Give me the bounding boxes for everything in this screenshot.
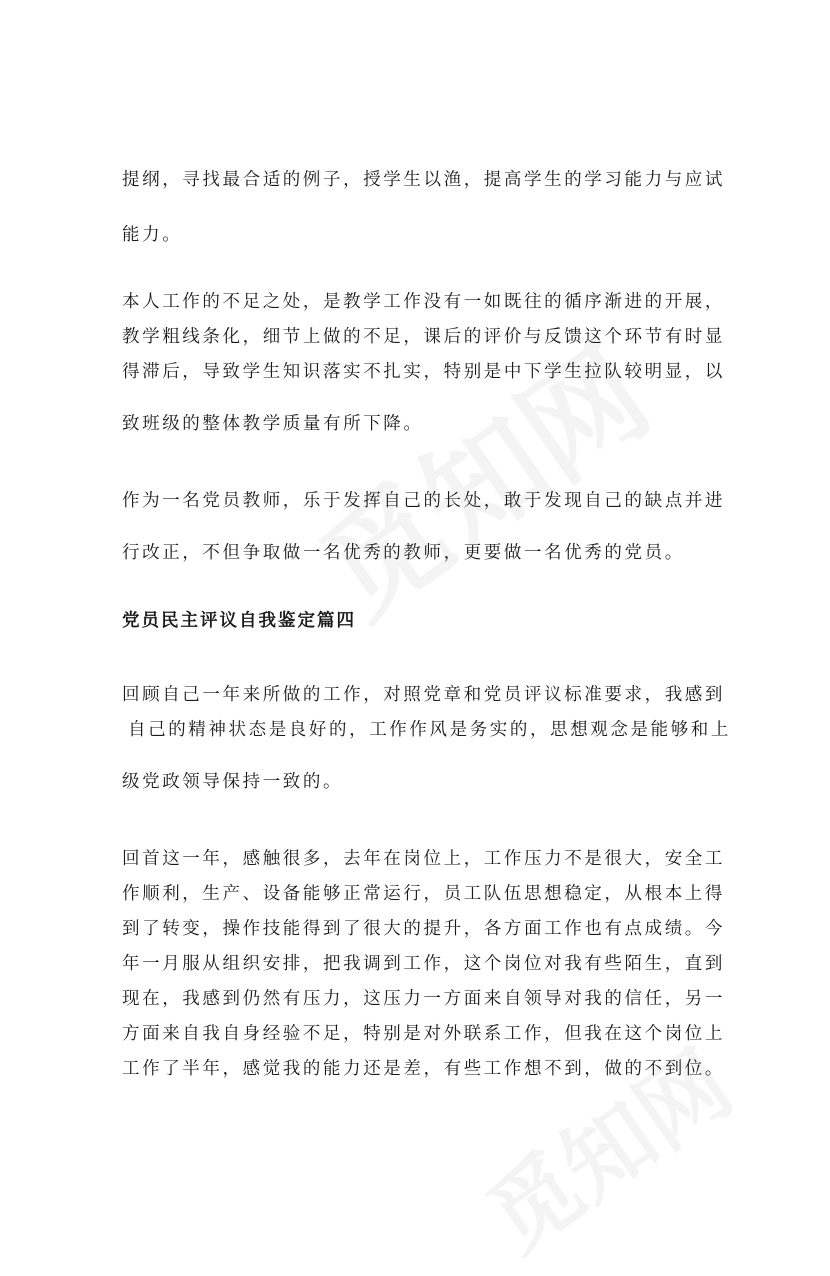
paragraph-line: 年一月服从组织安排，把我调到工作，这个岗位对我有些陌生，直到 xyxy=(122,954,725,974)
watermark xyxy=(283,302,677,649)
section-heading: 党员民主评议自我鉴定篇四 xyxy=(122,611,356,631)
paragraph-line: 作顺利，生产、设备能够正常运行，员工队伍思想稳定，从根本上得 xyxy=(122,884,725,904)
paragraph-line: 得滞后，导致学生知识落实不扎实，特别是中下学生拉队较明显，以 xyxy=(122,362,725,382)
paragraph-line: 本人工作的不足之处，是教学工作没有一如既往的循序渐进的开展， xyxy=(122,292,725,312)
paragraph-line: 作为一名党员教师，乐于发挥自己的长处，敢于发现自己的缺点并进 xyxy=(122,491,725,511)
paragraph-line: 能力。 xyxy=(122,225,183,245)
paragraph-line: 级党政领导保持一致的。 xyxy=(122,772,344,792)
paragraph-line: 到了转变，操作技能得到了很大的提升，各方面工作也有点成绩。今 xyxy=(122,919,725,939)
paragraph-line: 行改正，不但争取做一名优秀的教师，更要做一名优秀的党员。 xyxy=(122,543,685,563)
paragraph-line: 工作了半年，感觉我的能力还是差，有些工作想不到，做的不到位。 xyxy=(122,1059,725,1079)
paragraph-line: 回首这一年，感触很多，去年在岗位上，工作压力不是很大，安全工 xyxy=(122,849,725,869)
paragraph-line: 回顾自己一年来所做的工作，对照党章和党员评议标准要求，我感到 xyxy=(122,685,725,705)
paragraph-line: 方面来自我自身经验不足，特别是对外联系工作，但我在这个岗位上 xyxy=(122,1024,725,1044)
watermark xyxy=(457,1014,753,1275)
paragraph-line: 现在，我感到仍然有压力，这压力一方面来自领导对我的信任，另一 xyxy=(122,989,725,1009)
paragraph-line: 提纲，寻找最合适的例子，授学生以渔，提高学生的学习能力与应试 xyxy=(122,170,725,190)
paragraph-line: 致班级的整体教学质量有所下降。 xyxy=(122,414,424,434)
paragraph-line: 自己的精神状态是良好的，工作作风是务实的，思想观念是能够和上 xyxy=(128,720,731,740)
paragraph-line: 教学粗线条化，细节上做的不足，课后的评价与反馈这个环节有时显 xyxy=(122,327,725,347)
